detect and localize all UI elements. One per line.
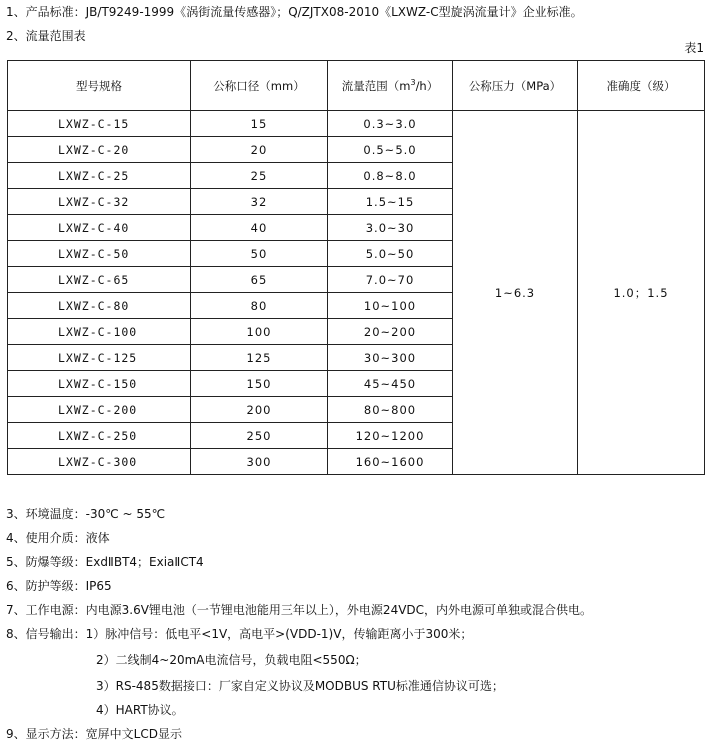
- cell-model: LXWZ-C-40: [8, 215, 191, 241]
- signal-output-rs485-line: 3）RS-485数据接口：厂家自定义协议及MODBUS RTU标准通信协议可选；: [96, 679, 504, 693]
- cell-diameter: 125: [191, 345, 328, 371]
- cell-model: LXWZ-C-200: [8, 397, 191, 423]
- cell-model: LXWZ-C-20: [8, 137, 191, 163]
- explosion-proof-line: 5、防爆等级：ExdⅡBT4；ExiaⅡCT4: [6, 555, 204, 569]
- cell-diameter: 250: [191, 423, 328, 449]
- header-accuracy: 准确度（级）: [578, 61, 705, 111]
- cell-flow-range: 30~300: [328, 345, 453, 371]
- signal-output-hart-line: 4）HART协议。: [96, 703, 184, 717]
- cell-model: LXWZ-C-25: [8, 163, 191, 189]
- cell-model: LXWZ-C-15: [8, 111, 191, 137]
- cell-flow-range: 0.8~8.0: [328, 163, 453, 189]
- ambient-temperature-line: 3、环境温度：-30℃ ~ 55℃: [6, 507, 166, 521]
- cell-pressure: 1~6.3: [453, 111, 578, 475]
- cell-model: LXWZ-C-100: [8, 319, 191, 345]
- cell-model: LXWZ-C-125: [8, 345, 191, 371]
- cell-model: LXWZ-C-300: [8, 449, 191, 475]
- cell-model: LXWZ-C-50: [8, 241, 191, 267]
- signal-output-current-line: 2）二线制4~20mA电流信号，负载电阻<550Ω；: [96, 653, 367, 667]
- cell-flow-range: 3.0~30: [328, 215, 453, 241]
- header-flow-range: 流量范围$(m^3/h)$: [328, 61, 453, 111]
- table-caption: 表1: [684, 41, 704, 55]
- cell-model: LXWZ-C-150: [8, 371, 191, 397]
- cell-diameter: 300: [191, 449, 328, 475]
- flow-range-table: [7, 60, 705, 475]
- table-body: [8, 111, 705, 475]
- cell-diameter: 50: [191, 241, 328, 267]
- cell-flow-range: 1.5~15: [328, 189, 453, 215]
- cell-diameter: 32: [191, 189, 328, 215]
- cell-flow-range: 160~1600: [328, 449, 453, 475]
- cell-flow-range: 120~1200: [328, 423, 453, 449]
- flow-range-heading: 2、流量范围表: [6, 29, 86, 43]
- product-standard-line: 1、产品标准：JB/T9249-1999《涡街流量传感器》；Q/ZJTX08-2010《LXWZ-C型旋涡流量计》企业标准。: [6, 5, 583, 19]
- header-diameter: 公称口径（mm）: [191, 61, 328, 111]
- table-row: [8, 111, 705, 137]
- cell-diameter: 15: [191, 111, 328, 137]
- protection-level-line: 6、防护等级：IP65: [6, 579, 112, 593]
- cell-diameter: 200: [191, 397, 328, 423]
- cell-flow-range: 10~100: [328, 293, 453, 319]
- cell-diameter: 150: [191, 371, 328, 397]
- cell-flow-range: 7.0~70: [328, 267, 453, 293]
- cell-model: LXWZ-C-80: [8, 293, 191, 319]
- cell-flow-range: 0.3~3.0: [328, 111, 453, 137]
- power-supply-line: 7、工作电源：内电源3.6V锂电池（一节锂电池能用三年以上），外电源24VDC，内外电源可单独或混合供电。: [6, 603, 593, 617]
- cell-flow-range: 5.0~50: [328, 241, 453, 267]
- cell-flow-range: 45~450: [328, 371, 453, 397]
- header-pressure: 公称压力（MPa）: [453, 61, 578, 111]
- cell-diameter: 80: [191, 293, 328, 319]
- cell-diameter: 100: [191, 319, 328, 345]
- medium-line: 4、使用介质：液体: [6, 531, 110, 545]
- cell-diameter: 25: [191, 163, 328, 189]
- cell-flow-range: 20~200: [328, 319, 453, 345]
- cell-model: LXWZ-C-32: [8, 189, 191, 215]
- signal-output-line: 8、信号输出：1）脉冲信号：低电平<1V，高电平>(VDD-1)V，传输距离小于300米；: [6, 627, 473, 641]
- cell-diameter: 65: [191, 267, 328, 293]
- header-model: 型号规格: [8, 61, 191, 111]
- table-header-row: [8, 61, 705, 111]
- cell-flow-range: 80~800: [328, 397, 453, 423]
- cell-diameter: 20: [191, 137, 328, 163]
- cell-accuracy: 1.0；1.5: [578, 111, 705, 475]
- display-method-line: 9、显示方法：宽屏中文LCD显示: [6, 727, 182, 741]
- cell-model: LXWZ-C-65: [8, 267, 191, 293]
- cell-flow-range: 0.5~5.0: [328, 137, 453, 163]
- cell-model: LXWZ-C-250: [8, 423, 191, 449]
- cell-diameter: 40: [191, 215, 328, 241]
